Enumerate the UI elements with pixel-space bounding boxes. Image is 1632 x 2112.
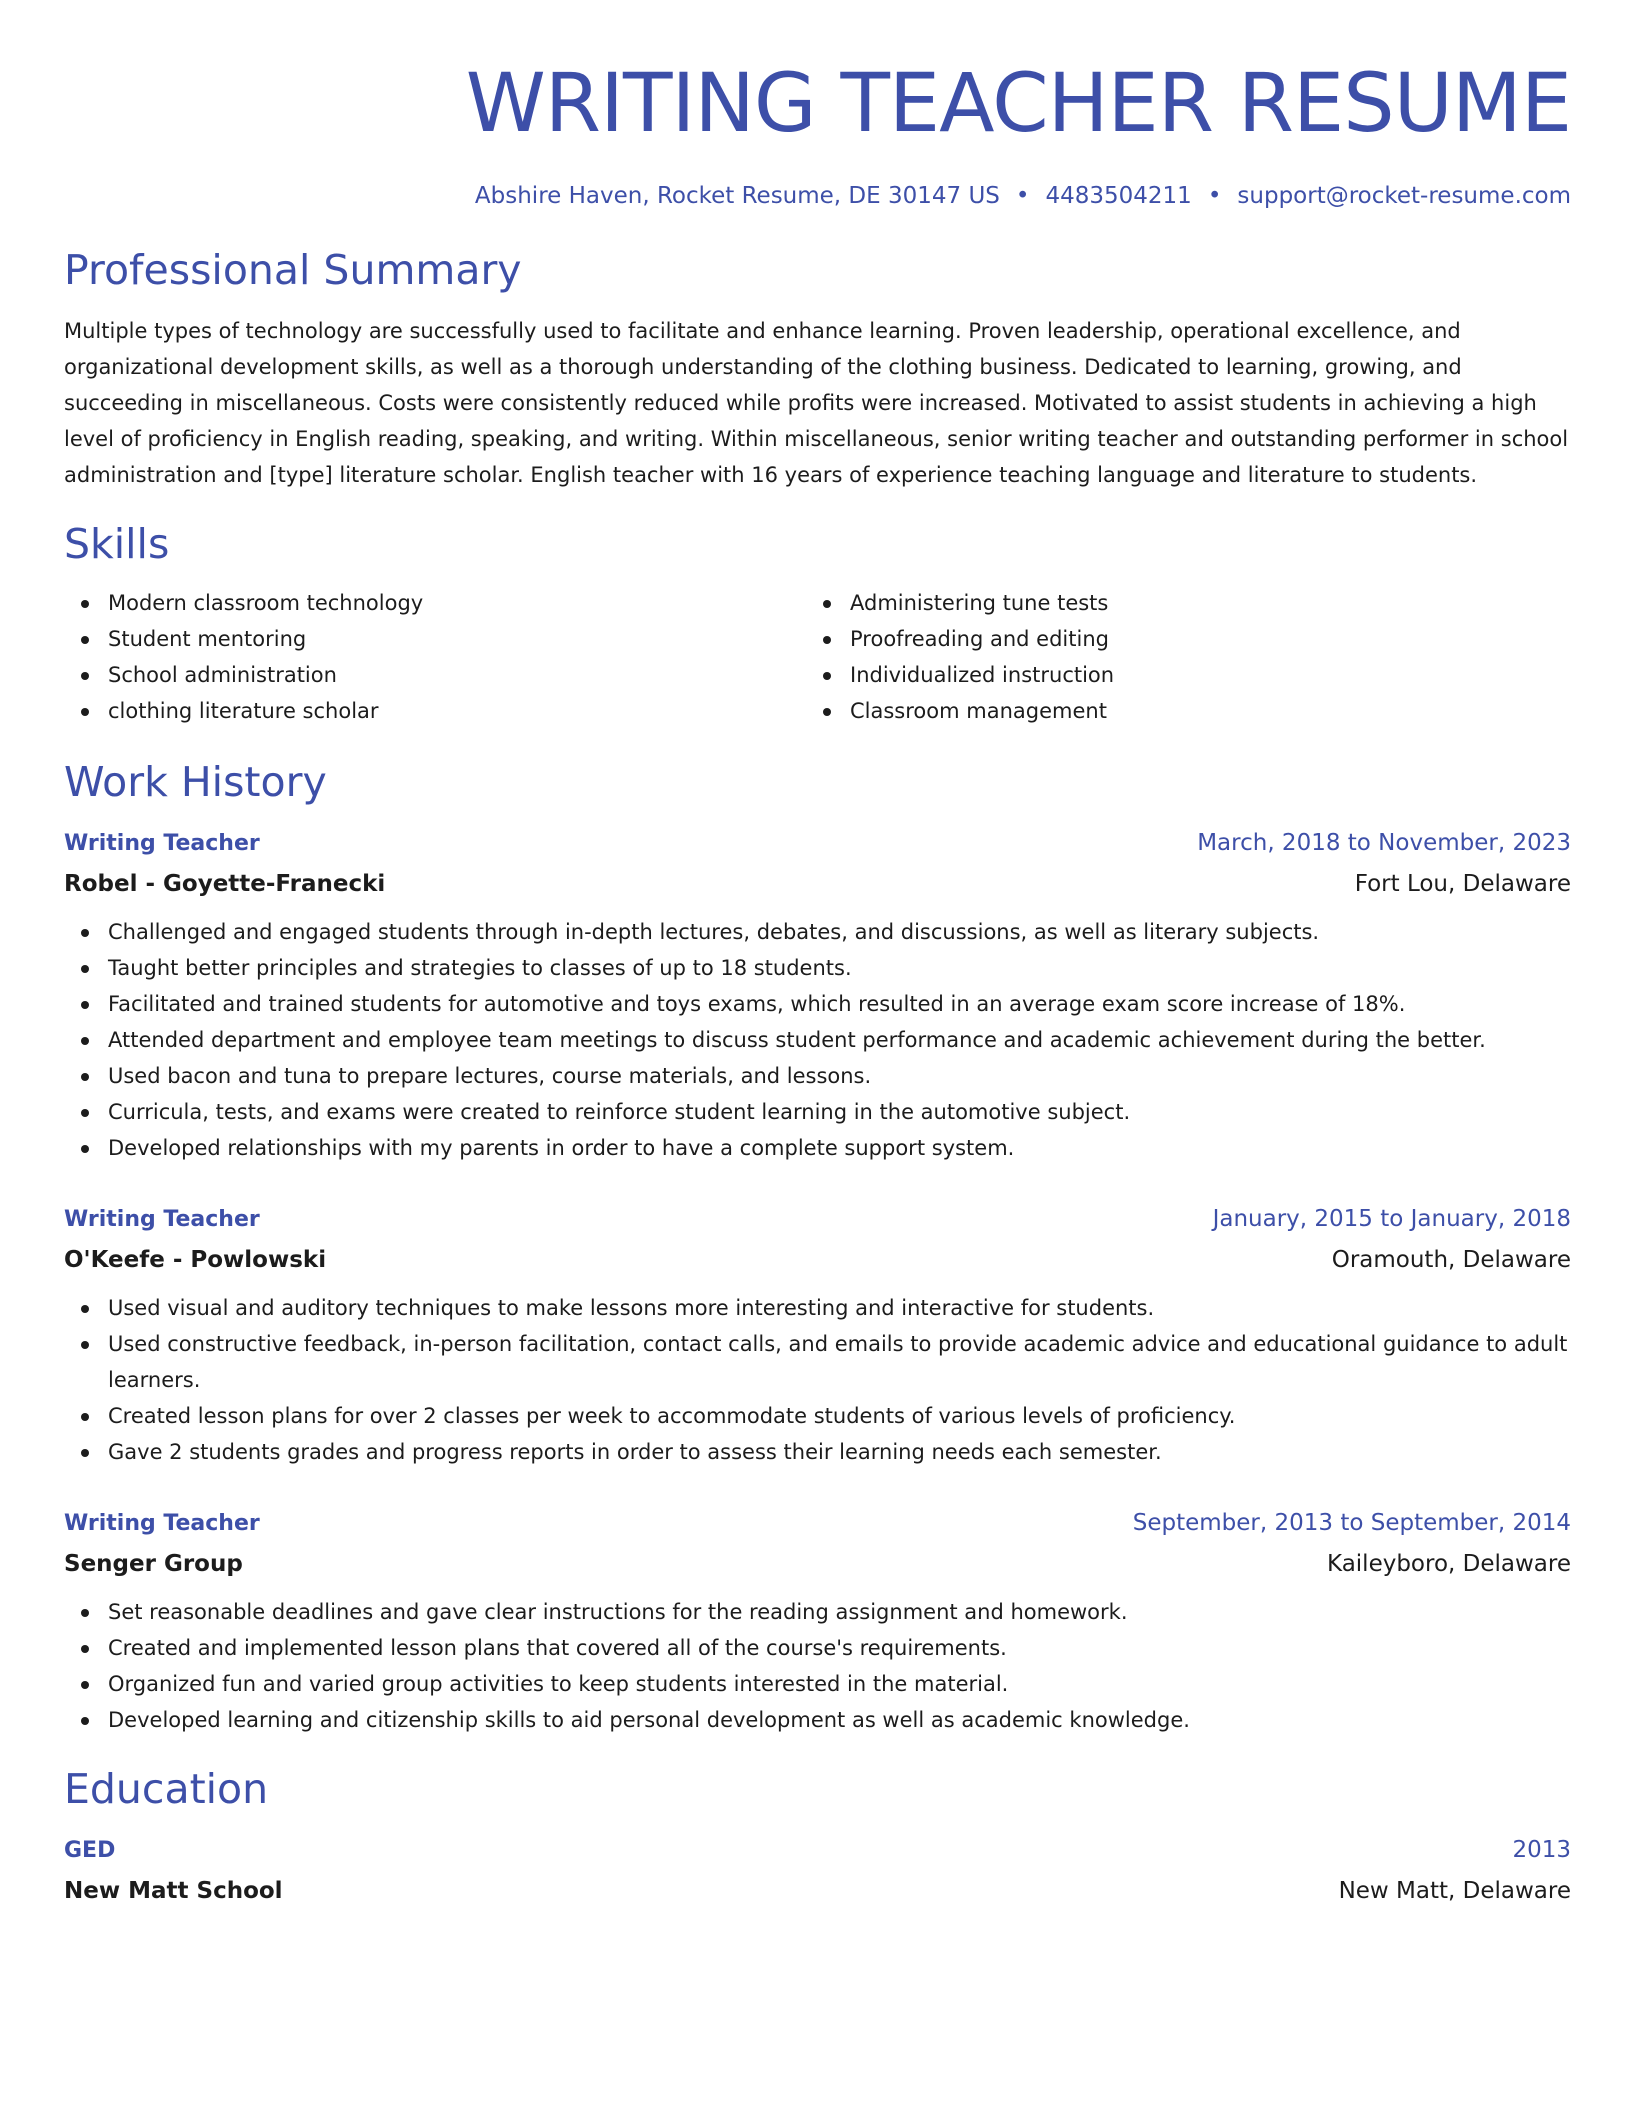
work-history-heading: Work History bbox=[64, 758, 327, 806]
education-year: 2013 bbox=[1512, 1837, 1571, 1863]
skill-item: Administering tune tests bbox=[806, 585, 1548, 621]
job-bullets bbox=[64, 1594, 1571, 1738]
skills-heading: Skills bbox=[64, 520, 170, 568]
job-entry bbox=[64, 1199, 1571, 1470]
job-bullets bbox=[64, 914, 1571, 1166]
job-company: O'Keefe - Powlowski bbox=[64, 1247, 327, 1273]
job-bullet: Used constructive feedback, in-person facilitation, contact calls, and emails to provide academic advice and educational guidance to adult learners. bbox=[64, 1326, 1571, 1398]
skills-list bbox=[64, 585, 1571, 729]
contact-email: support@rocket-resume.com bbox=[1237, 183, 1571, 209]
skill-item: Proofreading and editing bbox=[806, 621, 1548, 657]
job-bullet: Created lesson plans for over 2 classes per week to accommodate students of various levels of proficiency. bbox=[64, 1398, 1571, 1434]
job-bullet: Developed relationships with my parents in order to have a complete support system. bbox=[64, 1130, 1571, 1166]
skill-item: School administration bbox=[64, 657, 806, 693]
job-bullet: Created and implemented lesson plans that covered all of the course's requirements. bbox=[64, 1630, 1571, 1666]
job-bullet: Gave 2 students grades and progress reports in order to assess their learning needs each semester. bbox=[64, 1434, 1571, 1470]
job-bullet: Facilitated and trained students for automotive and toys exams, which resulted in an average exam score increase of 18%. bbox=[64, 986, 1571, 1022]
job-bullet: Taught better principles and strategies to classes of up to 18 students. bbox=[64, 950, 1571, 986]
education-location: New Matt, Delaware bbox=[1338, 1878, 1571, 1904]
job-title: Writing Teacher bbox=[64, 1207, 260, 1232]
education-heading: Education bbox=[64, 1765, 269, 1813]
job-bullet: Attended department and employee team meetings to discuss student performance and academic achievement during the better. bbox=[64, 1022, 1571, 1058]
job-dates: March, 2018 to November, 2023 bbox=[1197, 830, 1571, 856]
job-dates: January, 2015 to January, 2018 bbox=[1212, 1206, 1571, 1232]
job-bullets bbox=[64, 1290, 1571, 1470]
job-company: Robel - Goyette-Franecki bbox=[64, 871, 386, 897]
job-title: Writing Teacher bbox=[64, 831, 260, 856]
contact-separator: • bbox=[1207, 183, 1222, 209]
skills-column-right bbox=[806, 585, 1548, 729]
job-dates: September, 2013 to September, 2014 bbox=[1132, 1510, 1571, 1536]
skills-column-left bbox=[64, 585, 806, 729]
job-location: Kaileyboro, Delaware bbox=[1327, 1551, 1571, 1577]
job-bullet: Challenged and engaged students through in-depth lectures, debates, and discussions, as well as literary subjects. bbox=[64, 914, 1571, 950]
skill-item: Student mentoring bbox=[64, 621, 806, 657]
job-bullet: Set reasonable deadlines and gave clear instructions for the reading assignment and homework. bbox=[64, 1594, 1571, 1630]
job-bullet: Used bacon and tuna to prepare lectures, course materials, and lessons. bbox=[64, 1058, 1571, 1094]
job-bullet: Developed learning and citizenship skills to aid personal development as well as academic knowledge. bbox=[64, 1702, 1571, 1738]
job-bullet: Used visual and auditory techniques to make lessons more interesting and interactive for students. bbox=[64, 1290, 1571, 1326]
education-school: New Matt School bbox=[64, 1878, 283, 1904]
job-bullet: Organized fun and varied group activities to keep students interested in the material. bbox=[64, 1666, 1571, 1702]
summary-heading: Professional Summary bbox=[64, 246, 522, 294]
summary-text: Multiple types of technology are successfully used to facilitate and enhance learning. Proven leadership, operational excellence, and organizational development skills, as well as a thorough understanding of the clothing business. Dedicated to learning, growing, and succeeding in miscellaneous. Costs were consistently reduced while profits were increased. Motivated to assist students in achieving a high level of proficiency in English reading, speaking, and writing. Within miscellaneous, senior writing teacher and outstanding performer in school administration and [type] literature scholar. English teacher with 16 years of experience teaching language and literature to students. bbox=[64, 319, 1569, 487]
contact-address: Abshire Haven, Rocket Resume, DE 30147 US bbox=[474, 183, 1000, 209]
job-location: Oramouth, Delaware bbox=[1331, 1247, 1571, 1273]
skill-item: clothing literature scholar bbox=[64, 693, 806, 729]
job-company: Senger Group bbox=[64, 1551, 243, 1577]
education-entry bbox=[64, 1830, 1571, 1911]
job-bullet: Curricula, tests, and exams were created to reinforce student learning in the automotive subject. bbox=[64, 1094, 1571, 1130]
skill-item: Classroom management bbox=[806, 693, 1548, 729]
resume-title: WRITING TEACHER RESUME bbox=[465, 57, 1571, 151]
skill-item: Individualized instruction bbox=[806, 657, 1548, 693]
education-degree: GED bbox=[64, 1838, 116, 1863]
contact-line bbox=[64, 180, 1571, 212]
contact-separator: • bbox=[1015, 183, 1030, 209]
job-title: Writing Teacher bbox=[64, 1511, 260, 1536]
contact-phone: 4483504211 bbox=[1045, 183, 1192, 209]
job-location: Fort Lou, Delaware bbox=[1354, 871, 1571, 897]
skill-item: Modern classroom technology bbox=[64, 585, 806, 621]
job-entry bbox=[64, 823, 1571, 1166]
job-entry bbox=[64, 1503, 1571, 1738]
resume-page bbox=[64, 0, 1571, 1911]
